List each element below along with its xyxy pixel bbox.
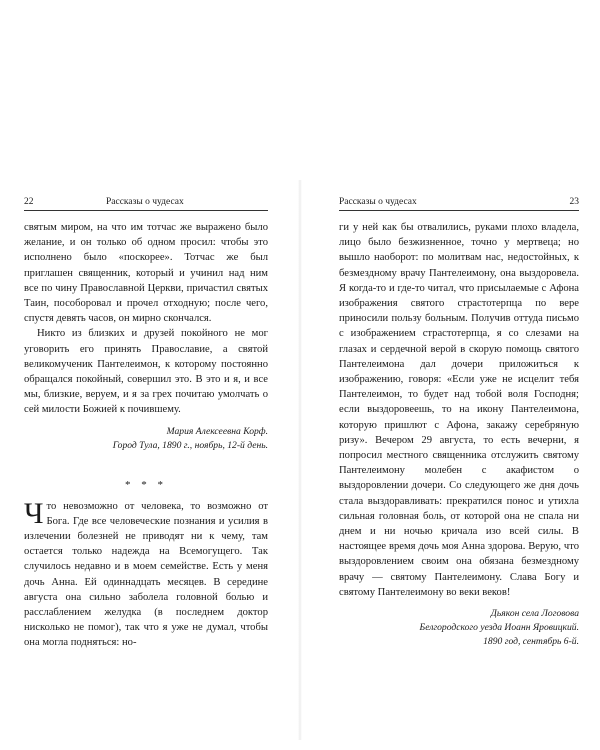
book-gutter	[298, 180, 302, 740]
right-running-title: Рассказы о чудесах	[339, 197, 417, 207]
right-page-body	[339, 220, 579, 649]
story-text: то невозможно от человека, то возможно от Бога. Где все человеческие познания и усилия в излечении болезней не приводят ни к чему, там остается только надежда на Всемогущего. Так случилось недавно и в моем семействе. Есть у меня дочь Анна. Ей одиннадцать месяцев. В середине августа она сильно заболела головной болью и расслаблением желудка (в последнем доктор нисколько не помог), так что я уже не думал, чтобы она могла подняться: но-	[24, 500, 268, 649]
paragraph: ги у ней как бы отвалились, руками плохо владела, лицо было безжизненное, точно у мертвеца; но вышло наоборот: по молитвам нас, недостойных, к безмездному врачу Пантелеимону, она выздоровела. Я когда-то и где-то читал, что присылаемые с Афона изображения святого страстотерпца по вере приносили пользу больным. Получив оттуда письмо с изображением страстотерпца, я со слезами на глазах и сердечной верой в скорую помощь святого Пантелеимона дал дочери приложиться к изображению, говоря: «Если уже не исцелит тебя Пантелеимон, то будет над тобой воля Господня; если выздоровеешь, то на икону Пантелеимона, которую пришлют с Афона, закажу серебряную ризу». Вечером 29 августа, то есть вечерни, я попросил местного священника отслужить святому Пантелеимону молебен с акафистом о выздоровлении дочери. Со следующего же дня дочь стала выздоравливать: прекратился понос и утихла сильная головная боль, от которой она не спала ни днем и ни ночью кричала изо всей силы. В настоящее время дочь моя Анна здорова. Верую, что выздоровлением своим она обязана безмездному врачу — святому Пантелеимону. Слава Богу и святому Пантелеимону во веки веков!	[339, 222, 579, 598]
left-page	[24, 196, 268, 651]
signature-place-date: Город Тула, 1890 г., ноябрь, 12-й день.	[112, 439, 268, 451]
story-paragraph	[24, 496, 268, 651]
drop-cap: Ч	[24, 496, 44, 530]
left-running-header	[24, 196, 268, 211]
paragraph: Никто из близких и друзей покойного не мог уговорить его принять Православие, а святой великомученик Пантелеимон, к которому постоянно обращался покойный, совершил это. В это и я, и все мы, близкие, веруем, и я за грех почитаю умолчать о сей милости Божией к почившему.	[24, 328, 268, 416]
signature-location: Белгородского уезда Иоанн Яровицкий.	[419, 622, 579, 634]
left-page-body	[24, 220, 268, 651]
section-separator: * * *	[125, 478, 167, 491]
paragraph: святым миром, на что им тотчас же выражено было желание, и он только об одном просил: чтобы это исполнено было «поскорее». Тотчас же был приглашен священник, который и учинил над ним все по чину Православной Церкви, причастил святых Таин, пособоровал и прочел отходную; после чего, спустя девять часов, он мирно скончался.	[24, 222, 268, 325]
right-running-header	[339, 196, 579, 211]
left-running-title: Рассказы о чудесах	[106, 197, 184, 207]
right-page-number: 23	[569, 197, 579, 207]
signature-author: Дьякон села Логовова	[490, 608, 579, 620]
left-page-number: 22	[24, 197, 34, 207]
signature-author: Мария Алексеевна Корф.	[166, 425, 268, 437]
right-page	[339, 196, 579, 649]
signature-date: 1890 год, сентябрь 6-й.	[483, 636, 579, 648]
